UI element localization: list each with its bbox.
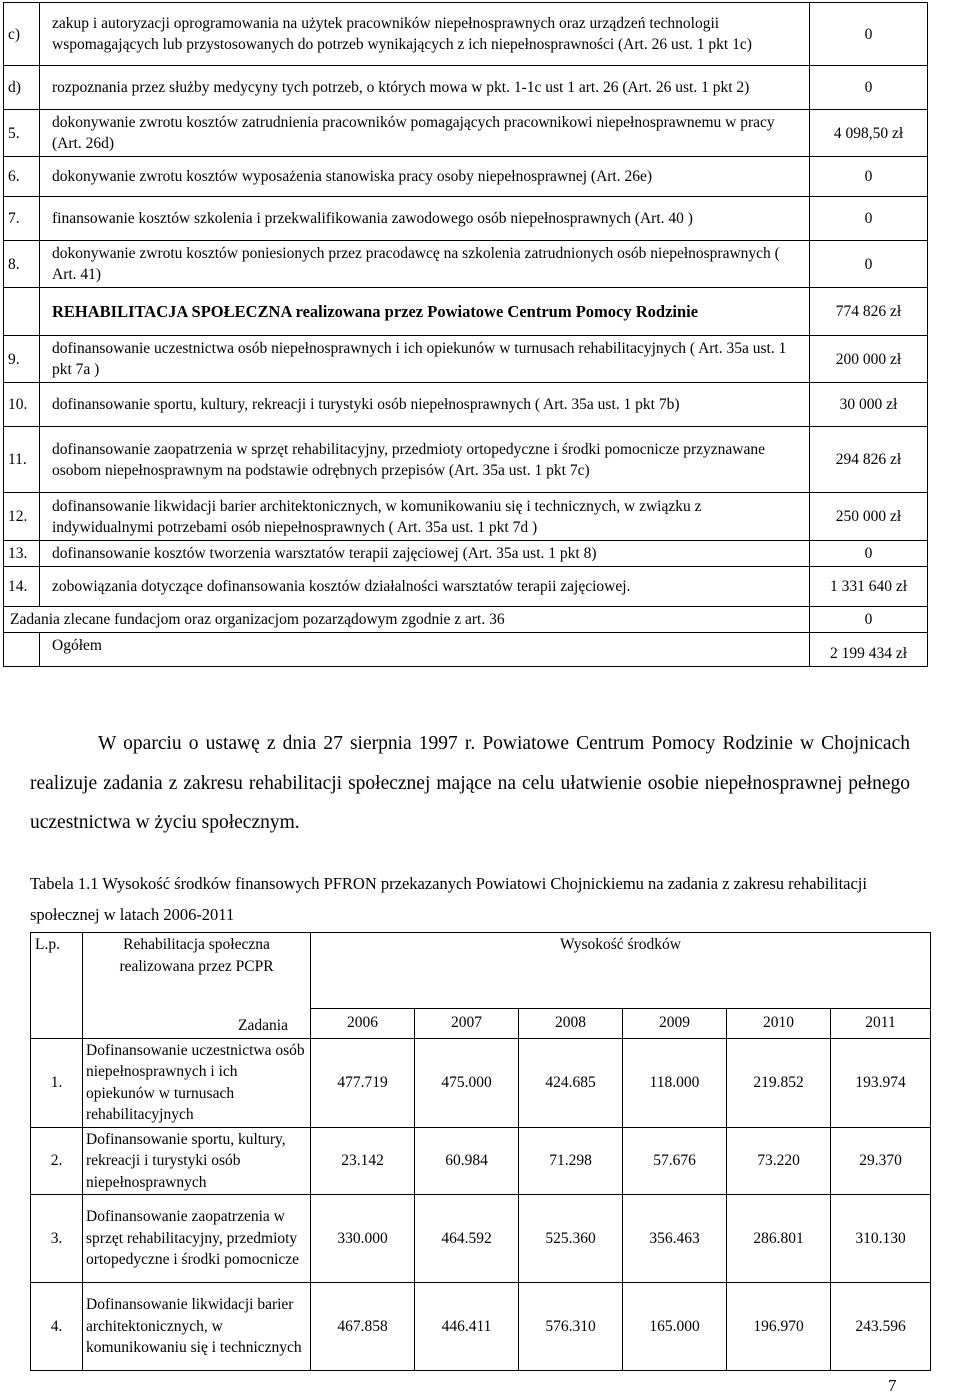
- cost-row: [4, 66, 928, 110]
- year-header: 2007: [415, 1008, 519, 1038]
- cost-row: [4, 241, 928, 288]
- row-value: 330.000: [311, 1195, 415, 1283]
- cost-row: [4, 157, 928, 197]
- pfron-funding-table: [30, 932, 931, 1371]
- cost-row: [4, 427, 928, 493]
- row-amount: 200 000 zł: [810, 336, 928, 383]
- cost-row: [4, 493, 928, 541]
- row-description: dofinansowanie uczestnictwa osób niepełnosprawnych i ich opiekunów w turnusach rehabilitacyjnych ( Art. 35a ust. 1 pkt 7a ): [40, 336, 810, 383]
- year-header: 2011: [831, 1008, 931, 1038]
- row-amount: 0: [810, 541, 928, 567]
- row-value: 286.801: [727, 1195, 831, 1283]
- cost-row: [4, 567, 928, 607]
- row-value: 193.974: [831, 1038, 931, 1127]
- row-description: dofinansowanie likwidacji barier architektonicznych, w komunikowaniu się i technicznych, w związku z indywidualnymi potrzebami osób niepełnosprawnych ( Art. 35a ust. 1 pkt 7d ): [40, 493, 810, 541]
- row-description: dofinansowanie sportu, kultury, rekreacji i turystyki osób niepełnosprawnych ( Art. 35a ust. 1 pkt 7b): [40, 383, 810, 427]
- row-description: REHABILITACJA SPOŁECZNA realizowana przez Powiatowe Centrum Pomocy Rodzinie: [40, 288, 810, 336]
- row-value: 424.685: [519, 1038, 623, 1127]
- row-amount: 250 000 zł: [810, 493, 928, 541]
- row-number: 11.: [4, 427, 40, 493]
- row-value: 196.970: [727, 1283, 831, 1371]
- row-task: Dofinansowanie uczestnictwa osób niepełnosprawnych i ich opiekunów w turnusach rehabilitacyjnych: [83, 1038, 311, 1127]
- row-value: 57.676: [623, 1127, 727, 1195]
- row-task: Dofinansowanie likwidacji barier architektonicznych, w komunikowaniu się i technicznych: [83, 1283, 311, 1371]
- row-number: 8.: [4, 241, 40, 288]
- cost-row: [4, 197, 928, 241]
- row-amount: 1 331 640 zł: [810, 567, 928, 607]
- row-value: 219.852: [727, 1038, 831, 1127]
- row-number: 13.: [4, 541, 40, 567]
- delegated-tasks-row: [4, 607, 928, 633]
- pfron-funding-body: [31, 933, 931, 1371]
- row-number: 10.: [4, 383, 40, 427]
- row-value: 243.596: [831, 1283, 931, 1371]
- row-amount: 0: [810, 66, 928, 110]
- row-description: finansowanie kosztów szkolenia i przekwalifikowania zawodowego osób niepełnosprawnych (Art. 40 ): [40, 197, 810, 241]
- row-lp: 1.: [31, 1038, 83, 1127]
- row-number: 9.: [4, 336, 40, 383]
- row-value: 165.000: [623, 1283, 727, 1371]
- row-number: 7.: [4, 197, 40, 241]
- row-description: dokonywanie zwrotu kosztów zatrudnienia pracowników pomagających pracownikowi niepełnosprawnemu w pracy (Art. 26d): [40, 110, 810, 157]
- year-header: 2009: [623, 1008, 727, 1038]
- rehab-header-text: Rehabilitacja społeczna realizowana przez PCPR: [119, 936, 274, 975]
- row-lp: 3.: [31, 1195, 83, 1283]
- pfron-header-row: [31, 933, 931, 1009]
- row-number: 5.: [4, 110, 40, 157]
- row-amount: 4 098,50 zł: [810, 110, 928, 157]
- year-header: 2008: [519, 1008, 623, 1038]
- pfron-row: [31, 1195, 931, 1283]
- row-amount: 0: [810, 157, 928, 197]
- row-amount: 774 826 zł: [810, 288, 928, 336]
- row-description: zobowiązania dotyczące dofinansowania kosztów działalności warsztatów terapii zajęciowej.: [40, 567, 810, 607]
- row-description: dokonywanie zwrotu kosztów wyposażenia stanowiska pracy osoby niepełnosprawnej (Art. 26e): [40, 157, 810, 197]
- delegated-tasks-amount: 0: [810, 607, 928, 633]
- row-number: 12.: [4, 493, 40, 541]
- row-lp: 2.: [31, 1127, 83, 1195]
- paragraph-text: W oparciu o ustawę z dnia 27 sierpnia 1997 r. Powiatowe Centrum Pomocy Rodzinie w Chojnicach realizuje zadania z zakresu rehabilitacji społecznej mające na celu ułatwienie osobie niepełnosprawnej pełnego uczestnictwa w życiu społecznym.: [30, 733, 910, 833]
- pfron-row: [31, 1283, 931, 1371]
- row-value: 23.142: [311, 1127, 415, 1195]
- row-description: dokonywanie zwrotu kosztów poniesionych przez pracodawcę na szkolenia zatrudnionych osób niepełnosprawnych ( Art. 41): [40, 241, 810, 288]
- total-label: Ogółem: [40, 633, 810, 667]
- lp-header: L.p.: [31, 933, 83, 1039]
- delegated-tasks-description: Zadania zlecane fundacjom oraz organizacjom pozarządowym zgodnie z art. 36: [4, 607, 810, 633]
- total-amount: 2 199 434 zł: [810, 633, 928, 667]
- row-task: Dofinansowanie sportu, kultury, rekreacji i turystyki osób niepełnosprawnych: [83, 1127, 311, 1195]
- cost-row: [4, 3, 928, 66]
- row-description: dofinansowanie kosztów tworzenia warsztatów terapii zajęciowej (Art. 35a ust. 1 pkt 8): [40, 541, 810, 567]
- row-number: 6.: [4, 157, 40, 197]
- row-value: 310.130: [831, 1195, 931, 1283]
- row-amount: 294 826 zł: [810, 427, 928, 493]
- row-value: 467.858: [311, 1283, 415, 1371]
- pfron-row: [31, 1127, 931, 1195]
- rehab-header: [83, 933, 311, 1039]
- table-caption: Tabela 1.1 Wysokość środków finansowych PFRON przekazanych Powiatowi Chojnickiemu na zadania z zakresu rehabilitacji społecznej w latach 2006-2011: [30, 874, 867, 924]
- row-value: 356.463: [623, 1195, 727, 1283]
- year-header: 2006: [311, 1008, 415, 1038]
- row-value: 576.310: [519, 1283, 623, 1371]
- total-row: [4, 633, 928, 667]
- cost-row: [4, 288, 928, 336]
- cost-row: [4, 110, 928, 157]
- total-spacer: [4, 633, 40, 667]
- row-amount: 0: [810, 3, 928, 66]
- row-value: 446.411: [415, 1283, 519, 1371]
- page-number: 7: [888, 1376, 897, 1395]
- row-value: 60.984: [415, 1127, 519, 1195]
- row-value: 464.592: [415, 1195, 519, 1283]
- rehabilitation-costs-body: [4, 3, 928, 667]
- row-description: zakup i autoryzacji oprogramowania na użytek pracowników niepełnosprawnych oraz urządzeń technologii wspomagających lub przystosowanych do potrzeb wynikających z ich niepełnosprawności (Art. 26 ust. 1 pkt 1c): [40, 3, 810, 66]
- cost-row: [4, 541, 928, 567]
- tasks-header: Zadania: [238, 1017, 288, 1034]
- row-lp: 4.: [31, 1283, 83, 1371]
- row-description: dofinansowanie zaopatrzenia w sprzęt rehabilitacyjny, przedmioty ortopedyczne i środki pomocnicze przyznawane osobom niepełnosprawnym na podstawie odrębnych przepisów (Art. 35a ust. 1 pkt 7c): [40, 427, 810, 493]
- pfron-row: [31, 1038, 931, 1127]
- row-number: d): [4, 66, 40, 110]
- year-header: 2010: [727, 1008, 831, 1038]
- row-value: 71.298: [519, 1127, 623, 1195]
- cost-row: [4, 383, 928, 427]
- row-number: c): [4, 3, 40, 66]
- row-value: 29.370: [831, 1127, 931, 1195]
- cost-row: [4, 336, 928, 383]
- row-amount: 0: [810, 197, 928, 241]
- amount-header: Wysokość środków: [311, 933, 931, 1009]
- intro-paragraph: [30, 724, 910, 843]
- row-value: 118.000: [623, 1038, 727, 1127]
- row-amount: 30 000 zł: [810, 383, 928, 427]
- row-number: [4, 288, 40, 336]
- row-value: 475.000: [415, 1038, 519, 1127]
- rehabilitation-costs-table: [3, 2, 928, 667]
- row-value: 73.220: [727, 1127, 831, 1195]
- row-value: 477.719: [311, 1038, 415, 1127]
- row-value: 525.360: [519, 1195, 623, 1283]
- row-description: rozpoznania przez służby medycyny tych potrzeb, o których mowa w pkt. 1-1c ust 1 art. 26 (Art. 26 ust. 1 pkt 2): [40, 66, 810, 110]
- row-number: 14.: [4, 567, 40, 607]
- row-amount: 0: [810, 241, 928, 288]
- row-task: Dofinansowanie zaopatrzenia w sprzęt rehabilitacyjny, przedmioty ortopedyczne i środki pomocnicze: [83, 1195, 311, 1283]
